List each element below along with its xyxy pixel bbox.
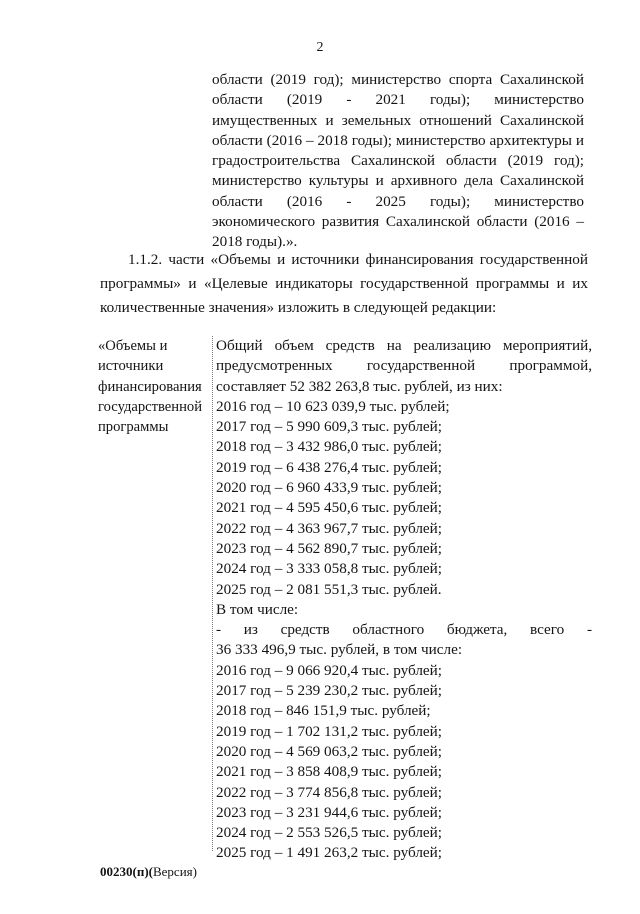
footer-version-text: Версия) — [152, 864, 197, 879]
regional-budget-bullet — [216, 620, 592, 640]
year-total-line: 2020 год – 6 960 433,9 тыс. рублей; — [216, 479, 443, 497]
paragraph-section-1-1-2: 1.1.2. части «Объемы и источники финансирования государственной программы» и «Целевые индикаторы государственной программы и их количественные значения» изложить в следующей редакции: — [100, 251, 588, 316]
year-regional-line: 2021 год – 3 858 408,9 тыс. рублей; — [216, 763, 443, 781]
footer-code — [100, 864, 197, 880]
paragraph-ministries: области (2019 год); министерство спорта Сахалинской области (2019 - 2021 годы); министерство имущественных и земельных отношений Сахалинской области (2016 – 2018 годы); министерство архитектуры и градостроительства Сахалинской области (2019 год); министерство культуры и архивного дела Сахалинской области (2016 - 2025 годы); министерство экономического развития Сахалинской области (2016 – 2018 годы).». — [212, 71, 584, 251]
year-regional-line: 2018 год – 846 151,9 тыс. рублей; — [216, 702, 431, 720]
bullet-word: - — [216, 621, 222, 639]
year-total-line: 2017 год – 5 990 609,3 тыс. рублей; — [216, 418, 443, 436]
regional-total-line: 36 333 496,9 тыс. рублей, в том числе: — [216, 641, 463, 659]
bullet-word: средств — [280, 621, 330, 639]
left-label-line: государственной — [98, 398, 203, 415]
year-regional-line: 2022 год – 3 774 856,8 тыс. рублей; — [216, 783, 443, 801]
year-total-line: 2019 год – 6 438 276,4 тыс. рублей; — [216, 458, 443, 476]
bullet-word: областного — [352, 621, 425, 639]
left-label-line: «Объемы и — [98, 338, 168, 354]
year-regional-line: 2019 год – 1 702 131,2 тыс. рублей; — [216, 722, 443, 740]
left-label-line: финансирования — [98, 378, 202, 395]
year-regional-line: 2023 год – 3 231 944,6 тыс. рублей; — [216, 803, 443, 821]
year-total-line: 2024 год – 3 333 058,8 тыс. рублей; — [216, 560, 443, 578]
table-right-column — [216, 336, 592, 864]
year-total-line: 2025 год – 2 081 551,3 тыс. рублей. — [216, 580, 442, 598]
total-volume-text: Общий объем средств на реализацию мероприятий, предусмотренных государственной программой, составляет 52 382 263,8 тыс. рублей, из них: — [216, 337, 592, 395]
year-regional-line: 2020 год – 4 569 063,2 тыс. рублей; — [216, 742, 443, 760]
year-total-line: 2022 год – 4 363 967,7 тыс. рублей; — [216, 519, 443, 537]
year-total-line: 2018 год – 3 432 986,0 тыс. рублей; — [216, 438, 443, 456]
table-left-column — [98, 336, 212, 437]
left-label-line: источники — [98, 358, 164, 375]
page-number: 2 — [316, 40, 324, 55]
including-label: В том числе: — [216, 600, 299, 618]
year-total-line: 2023 год – 4 562 890,7 тыс. рублей; — [216, 539, 443, 557]
year-regional-line: 2016 год – 9 066 920,4 тыс. рублей; — [216, 661, 443, 679]
bullet-word: из — [243, 621, 258, 639]
left-label-line: программы — [98, 419, 169, 436]
year-regional-line: 2024 год – 2 553 526,5 тыс. рублей; — [216, 824, 443, 842]
bullet-word: бюджета, — [446, 621, 508, 639]
year-total-line: 2021 год – 4 595 450,6 тыс. рублей; — [216, 499, 443, 517]
year-total-line: 2016 год – 10 623 039,9 тыс. рублей; — [216, 397, 450, 415]
footer-code-text: 00230(п)( — [100, 864, 153, 879]
year-regional-line: 2017 год – 5 239 230,2 тыс. рублей; — [216, 682, 443, 700]
year-regional-line: 2025 год – 1 491 263,2 тыс. рублей; — [216, 844, 443, 862]
bullet-word: - — [586, 621, 592, 639]
column-divider — [212, 336, 213, 851]
bullet-word: всего — [530, 621, 565, 639]
